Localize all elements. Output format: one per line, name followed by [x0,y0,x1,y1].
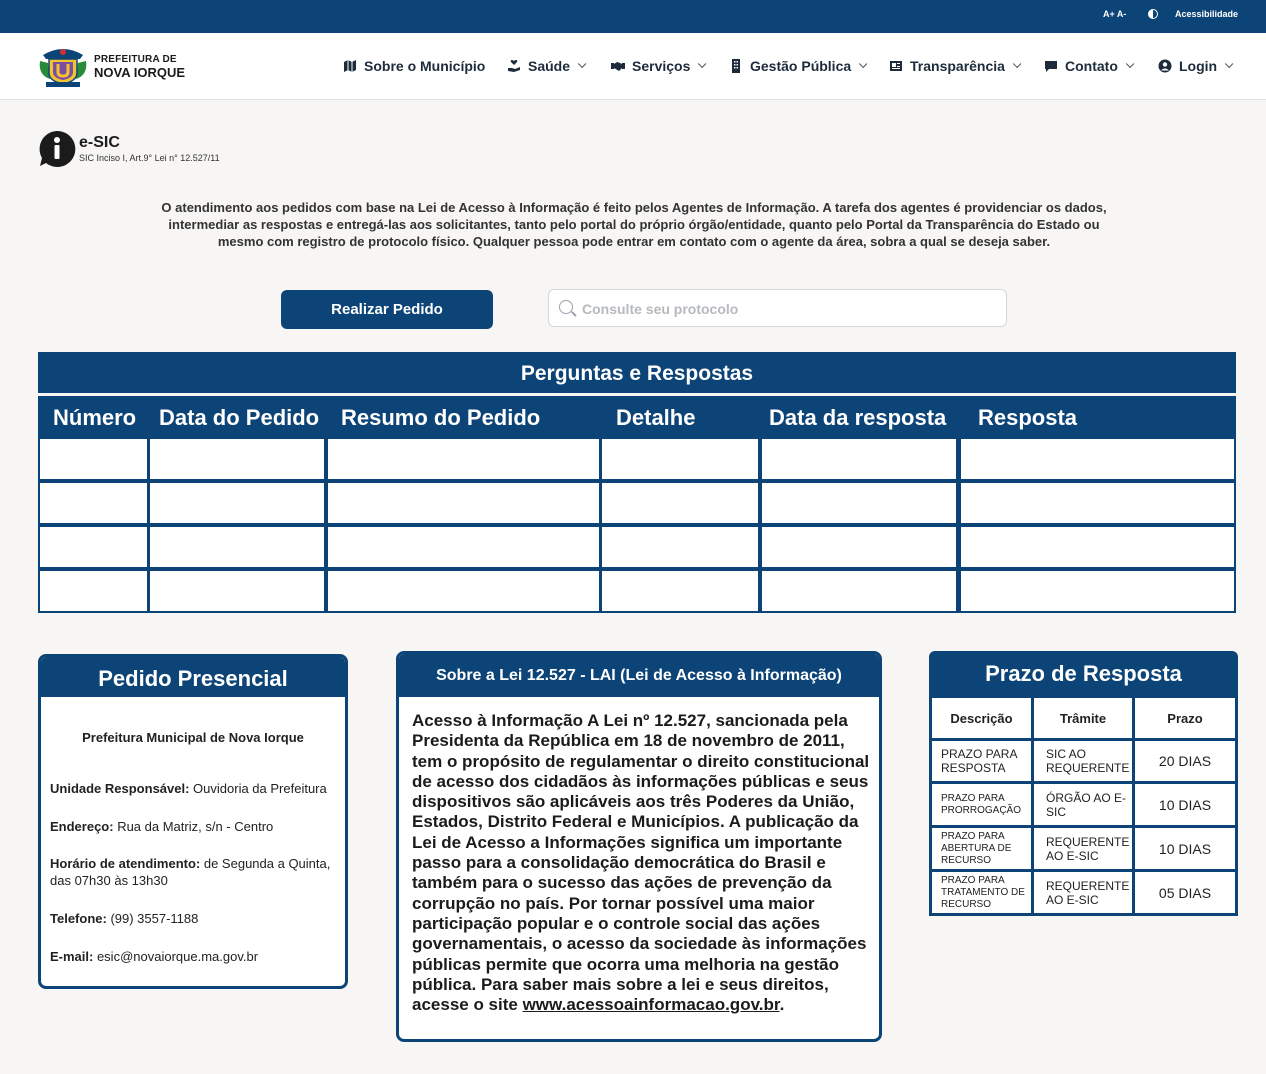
presencial-unit: Unidade Responsável: Ouvidoria da Prefeitura [50,781,327,796]
prazo-table [929,695,1238,916]
nav-login[interactable] [1158,58,1230,74]
prazo-row-tramite: SIC AO REQUERENTE [1034,741,1132,781]
qa-table-cell [602,527,758,567]
prazo-row-prazo: 10 DIAS [1135,828,1235,869]
info-bubble-icon [38,130,76,168]
font-size-controls[interactable]: A+ A- [1103,9,1127,19]
qa-table-cell [40,439,147,479]
presencial-address: Endereço: Rua da Matriz, s/n - Centro [50,819,274,834]
chevron-down-icon [1126,60,1134,68]
contrast-icon[interactable] [1148,9,1158,19]
accessibility-bar [0,0,1266,33]
building-icon [729,59,743,73]
pedido-presencial-card [38,654,348,989]
prazo-row-tramite: REQUERENTE AO E-SIC [1034,828,1132,869]
search-icon[interactable] [559,300,573,314]
prazo-row-descricao: PRAZO PARA PRORROGAÇÃO [932,784,1031,825]
document-icon [889,59,903,73]
prazo-header-prazo: Prazo [1135,698,1235,738]
qa-table-cell [328,527,599,567]
qa-table-cell [150,439,324,479]
hand-heart-icon [507,59,521,73]
qa-col-detalhe: Detalhe [616,405,696,430]
map-icon [343,59,357,73]
prazo-row-prazo: 05 DIAS [1135,872,1235,913]
presencial-email[interactable]: E-mail: esic@novaiorque.ma.gov.br [50,949,259,964]
qa-table-cell [961,483,1234,523]
qa-col-numero: Número [53,405,137,430]
site-header [0,33,1266,100]
qa-table-cell [40,527,147,567]
nav-label: Serviços [632,58,691,74]
protocol-search-input[interactable] [582,298,992,320]
presencial-phone: Telefone: (99) 3557-1188 [50,911,199,926]
qa-table-cell [762,483,956,523]
handshake-icon [611,59,625,73]
qa-table-cell [762,439,956,479]
prazo-row-descricao: PRAZO PARA ABERTURA DE RECURSO [932,828,1031,869]
qa-table-cell [40,483,147,523]
prazo-row-descricao: PRAZO PARA RESPOSTA [932,741,1031,781]
protocol-search [548,289,1007,327]
qa-col-data-resposta: Data da resposta [769,405,947,430]
lai-body: Acesso à Informação A Lei nº 12.527, sancionada pela Presidenta da República em 18 de novembro de 2011, tem o propósito de regulamentar o direito constitucional de acesso dos cidadãos às informações públicas e seus dispositivos são aplicáveis aos três Poderes da União, Estados, Distrito Federal e Municípios. A publicação da Lei de Acesso a Informações significa um importante passo para a consolidação democrática do Brasil e também para o sucesso das ações de prevenção da corrupção no país. Por tornar possível uma maior participação popular e o controle social das ações governamentais, o acesso da sociedade às informações públicas permite que ocorra uma melhoria na gestão pública. Para saber mais sobre a lei e seus direitos, acesse o site www.acessoainformacao.gov.br. [412,711,870,1015]
brand-name[interactable] [94,55,185,79]
qa-table-cell [762,571,956,611]
qa-table-cell [328,483,599,523]
nav-label: Sobre o Município [364,58,486,74]
nav-label: Transparência [910,58,1005,74]
brand-line2: NOVA IORQUE [94,65,186,80]
qa-table-cell [328,439,599,479]
qa-table-cell [762,527,956,567]
lai-card [396,651,882,1042]
chevron-down-icon [859,60,867,68]
prazo-header-descricao: Descrição [932,698,1031,738]
qa-table-cell [150,527,324,567]
chevron-down-icon [1225,60,1233,68]
realizar-pedido-button[interactable]: Realizar Pedido [281,290,493,329]
nav-contato[interactable] [1044,58,1131,74]
pedido-presencial-title: Pedido Presencial [41,657,345,697]
nav-label: Gestão Pública [750,58,852,74]
qa-section-title: Perguntas e Respostas [38,352,1236,393]
acessoainformacao-link[interactable]: www.acessoainformacao.gov.br [522,995,780,1015]
qa-table-cell [150,483,324,523]
qa-table-cell [961,527,1234,567]
qa-table-cell [602,483,758,523]
chevron-down-icon [578,60,586,68]
coat-of-arms-logo[interactable] [38,45,88,87]
prazo-row-tramite: REQUERENTE AO E-SIC [1034,872,1132,913]
prazo-row-descricao: PRAZO PARA TRATAMENTO DE RECURSO [932,872,1031,913]
intro-text: O atendimento aos pedidos com base na Lei de Acesso à Informação é feito pelos Agentes de Informação. A tarefa dos agentes é providenciar os dados, intermediar as respostas e entregá-las aos solicitantes, tanto pelo portal do próprio órgão/entidade, quanto pelo Portal da Transparência do Estado ou mesmo com registro de protocolo físico. Qualquer pessoa pode entrar em contato com o agente da área, sobra a qual se deseja saber. [161,200,1107,249]
chat-icon [1044,59,1058,73]
accessibility-link[interactable]: Acessibilidade [1175,9,1239,19]
nav-label: Saúde [528,58,571,74]
user-circle-icon [1158,59,1172,73]
qa-table-cell [961,439,1234,479]
chevron-down-icon [1013,60,1021,68]
prazo-row-prazo: 10 DIAS [1135,784,1235,825]
chevron-down-icon [698,60,706,68]
page-title: e-SIC [79,134,120,151]
qa-col-resumo: Resumo do Pedido [341,405,541,430]
qa-table-cell [328,571,599,611]
nav-servicos[interactable] [611,58,703,74]
qa-table-cell [602,571,758,611]
qa-col-data-pedido: Data do Pedido [159,405,320,430]
qa-table-cell [40,571,147,611]
brand-line1: PREFEITURA DE [94,54,177,65]
prazo-title: Prazo de Resposta [929,651,1238,695]
nav-gestao-publica[interactable] [729,58,864,74]
nav-saude[interactable] [507,58,583,74]
prazo-row-prazo: 20 DIAS [1135,741,1235,781]
lai-title: Sobre a Lei 12.527 - LAI (Lei de Acesso à Informação) [399,654,879,697]
qa-col-resposta: Resposta [978,405,1078,430]
prazo-header-tramite: Trâmite [1034,698,1132,738]
qa-table-cell [961,571,1234,611]
qa-table [38,396,1236,613]
prazo-row-tramite: ÓRGÃO AO E-SIC [1034,784,1132,825]
qa-table-cell [150,571,324,611]
presencial-hours: Horário de atendimento: de Segunda a Quinta, das 07h30 às 13h30 [50,856,331,888]
nav-transparencia[interactable] [889,58,1018,74]
nav-sobre-municipio[interactable] [343,58,485,74]
nav-label: Contato [1065,58,1118,74]
page-subtitle: SIC Inciso I, Art.9° Lei n° 12.527/11 [79,153,220,163]
qa-table-cell [602,439,758,479]
nav-label: Login [1179,58,1218,74]
presencial-org: Prefeitura Municipal de Nova Iorque [82,730,304,745]
